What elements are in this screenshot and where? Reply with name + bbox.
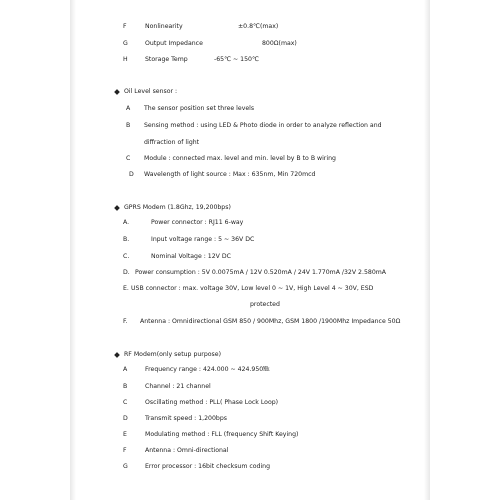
item-text: protected (250, 301, 280, 308)
item-label: C (123, 399, 128, 406)
item-text: Antenna : Omnidirectional GSM 850 / 900Mhz, GSM 1800 /1900Mhz Impedance 50Ω (140, 318, 401, 325)
item-text: Channel : 21 channel (145, 383, 211, 390)
item-label: F. (123, 318, 128, 325)
item-text: Antenna : Omni-directional (145, 447, 229, 454)
item-text: diffraction of light (144, 139, 200, 146)
item-text: The sensor position set three levels (144, 105, 255, 112)
item-label: F (123, 23, 127, 30)
item-label: D (129, 171, 134, 178)
section-title-rf: RF Modem(only setup purpose) (124, 351, 222, 358)
item-name: Nonlinearity (145, 23, 183, 30)
document-page (76, 0, 424, 500)
item-label: E. (123, 285, 129, 292)
item-label: F (123, 447, 127, 454)
bullet-icon (114, 205, 120, 211)
item-text: Error processor : 16bit checksum coding (145, 463, 271, 470)
item-text: Frequency range : 424.000 ~ 424.950㎒ (145, 366, 270, 373)
item-label: A (126, 105, 131, 112)
item-text: USB connector : max. voltage 30V, Low level 0 ~ 1V, High Level 4 ~ 30V, ESD (131, 285, 374, 292)
item-text: Nominal Voltage : 12V DC (151, 253, 231, 260)
item-label: B (123, 383, 128, 390)
item-label: B (126, 122, 131, 129)
item-label: A. (123, 219, 130, 226)
item-label: H (123, 56, 128, 63)
item-name: Storage Temp (145, 56, 188, 63)
item-label: G (123, 40, 128, 47)
item-label: C. (123, 253, 130, 260)
item-text: Input voltage range : 5 ~ 36V DC (151, 236, 255, 243)
item-label: G (123, 463, 128, 470)
item-text: Sensing method : using LED & Photo diode in order to analyze reflection and (144, 122, 382, 129)
item-label: D. (123, 269, 130, 276)
item-label: C (126, 155, 131, 162)
item-value: ±0.8℃(max) (238, 23, 279, 30)
item-text: Power connector : RJ11 6-way (151, 219, 244, 226)
item-label: E (123, 431, 127, 438)
section-title-gprs: GPRS Modem (1.8Ghz, 19,200bps) (124, 204, 231, 211)
item-text: Wavelength of light source : Max : 635nm, Min 720mcd (144, 171, 316, 178)
item-label: A (123, 366, 128, 373)
item-value: 800Ω(max) (262, 40, 297, 47)
bullet-icon (114, 352, 120, 358)
page-edge-shadow-right (424, 0, 430, 500)
item-text: Power consumption : 5V 0.0075mA / 12V 0.520mA / 24V 1.770mA /32V 2.580mA (135, 269, 387, 276)
section-title-oil: Oil Level sensor : (124, 88, 178, 95)
item-name: Output Impedance (145, 40, 203, 47)
item-text: Module : connected max. level and min. level by B to B wiring (144, 155, 336, 162)
bullet-icon (114, 89, 120, 95)
item-text: Modulating method : FLL (frequency Shift Keying) (145, 431, 299, 438)
item-text: Oscillating method : PLL( Phase Lock Loop) (145, 399, 279, 406)
item-value: -65℃ ~ 150℃ (214, 56, 259, 63)
item-text: Transmit speed : 1,200bps (145, 415, 227, 422)
item-label: B. (123, 236, 130, 243)
item-label: D (123, 415, 128, 422)
